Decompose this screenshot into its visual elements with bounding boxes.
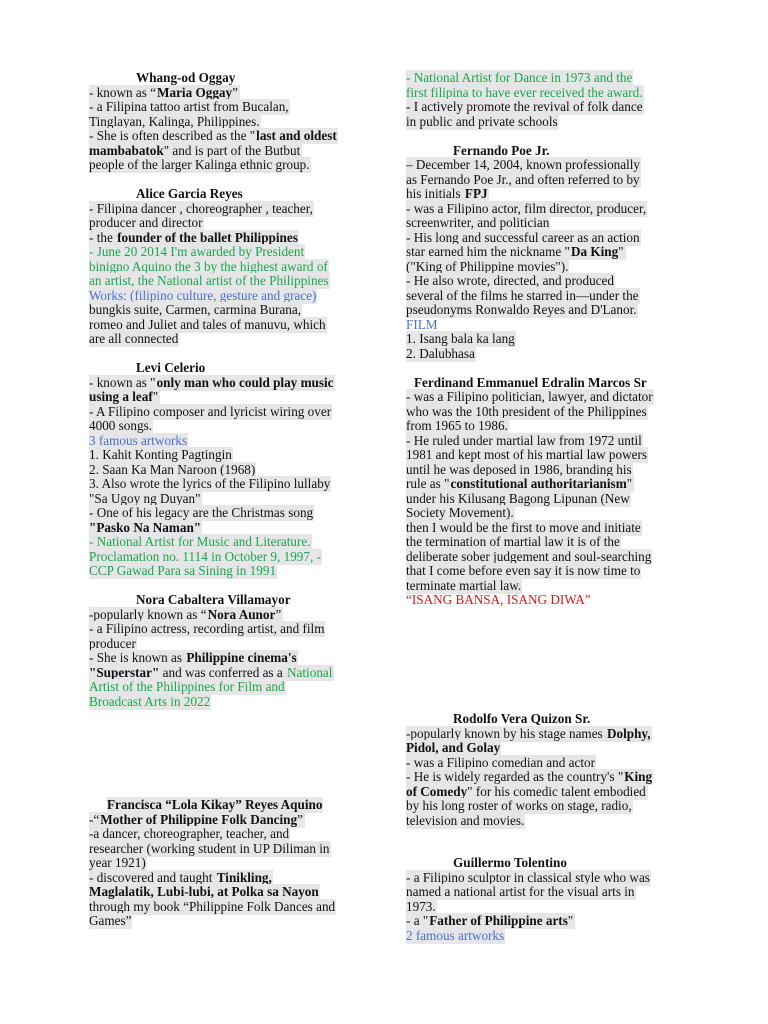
tolentino-section: Guillermo Tolentino - a Filipino sculptor in classical style who was named a national artist for the visual arts in 1973. - a "Father of Philippine arts" 2 famous artworks [406,856,668,943]
section-title: Ferdinand Emmanuel Edralin Marcos Sr [414,374,647,390]
section-title: Nora Cabaltera Villamayor [136,592,291,607]
right-column: - National Artist for Dance in 1973 and the first filipina to have ever received the award. - I actively promote the revival of folk dance in public and private schools Fernando Poe Jr. – December 14, 2004, known professionally as Fernando Poe Jr., and often referred to by his initials FPJ - was a Filipino actor, film director, producer, screenwriter, and politician - His long and successful career as an action star earned him the nickname "Da King" ("King of Philippine movies"). - He also wrote, directed, and produced several of the films he starred in—under the pseudonyms Ronwaldo Reyes and D'Lanor. FILM 1. Isang bala ka lang 2. Dalubhasa Ferdinand Emmanuel Edralin Marcos Sr - was a Filipino politician, lawyer, and dictator who was the 10th president of the Philippines from 1965 to 1986. - He ruled under martial law from 1972 until 1981 and kept most of his martial law powers until he was deposed in 1986, branding his rule as "constitutional authoritarianism" under his Kilusang Bagong Lipunan (New Society Movement). then I would be the first to move and initiate the termination of martial law it is of the deliberate sober judgement and soul-searching that I come before even say it is now time to terminate martial law. “ISANG BANSA, ISANG DIWA” [406,71,668,608]
section-title: Fernando Poe Jr. [453,142,550,158]
section-title: Levi Celerio [136,360,206,375]
section-title: Rodolfo Vera Quizon Sr. [453,711,591,726]
section-title: Alice Garcia Reyes [136,186,243,201]
section-title: Francisca “Lola Kikay” Reyes Aquino [107,797,323,812]
left-column: Whang-od Oggay - known as “Maria Oggay” - a Filipina tattoo artist from Bucalan, Tinglayan, Kalinga, Philippines. - She is often described as the "last and oldest mambabatok" and is part of the Butbut people of the larger Kalinga ethnic group. Alice Garcia Reyes - Filipina dancer , choreographer , teacher, producer and director - the founder of the ballet Philippines - June 20 2014 I'm awarded by President binigno Aquino the 3 by the highest award of an artist, the National artist of the Philippines Works: (filipino culture, gesture and grace) bungkis suite, Carmen, carmina Burana, romeo and Juliet and tales of manuvu, which are all connected Levi Celerio - known as "only man who could play music using a leaf" - A Filipino composer and lyricist wiring over 4000 songs. 3 famous artworks 1. Kahit Konting Pagtingin 2. Saan Ka Man Naroon (1968) 3. Also wrote the lyrics of the Filipino lullaby "Sa Ugoy ng Duyan" - One of his legacy are the Christmas song "Pasko Na Naman" - National Artist for Music and Literature. Proclamation no. 1114 in October 9, 1997, - CCP Gawad Para sa Sining in 1991 Nora Cabaltera Villamayor -popularly known as “Nora Aunor” - a Filipino actress, recording artist, and film producer - She is known as Philippine cinema's "Superstar" and was conferred as a National Artist of the Philippines for Film and Broadcast Arts in 2022 [89,71,351,709]
section-title: Guillermo Tolentino [453,855,567,870]
dolphy-section: Rodolfo Vera Quizon Sr. -popularly known by his stage names Dolphy, Pidol, and Golay - was a Filipino comedian and actor - He is widely regarded as the country's "King of Comedy" for his comedic talent embodied by his long roster of works on stage, radio, television and movies. [406,712,668,828]
francisca-section: Francisca “Lola Kikay” Reyes Aquino -“Mother of Philippine Folk Dancing” -a dancer, choreographer, teacher, and researcher (working student in UP Diliman in year 1921) - discovered and taught Tinikling, Maglalatik, Lubi-lubi, at Polka sa Nayon through my book “Philippine Folk Dances and Games” [89,798,351,929]
section-title: Whang-od Oggay [136,70,236,85]
